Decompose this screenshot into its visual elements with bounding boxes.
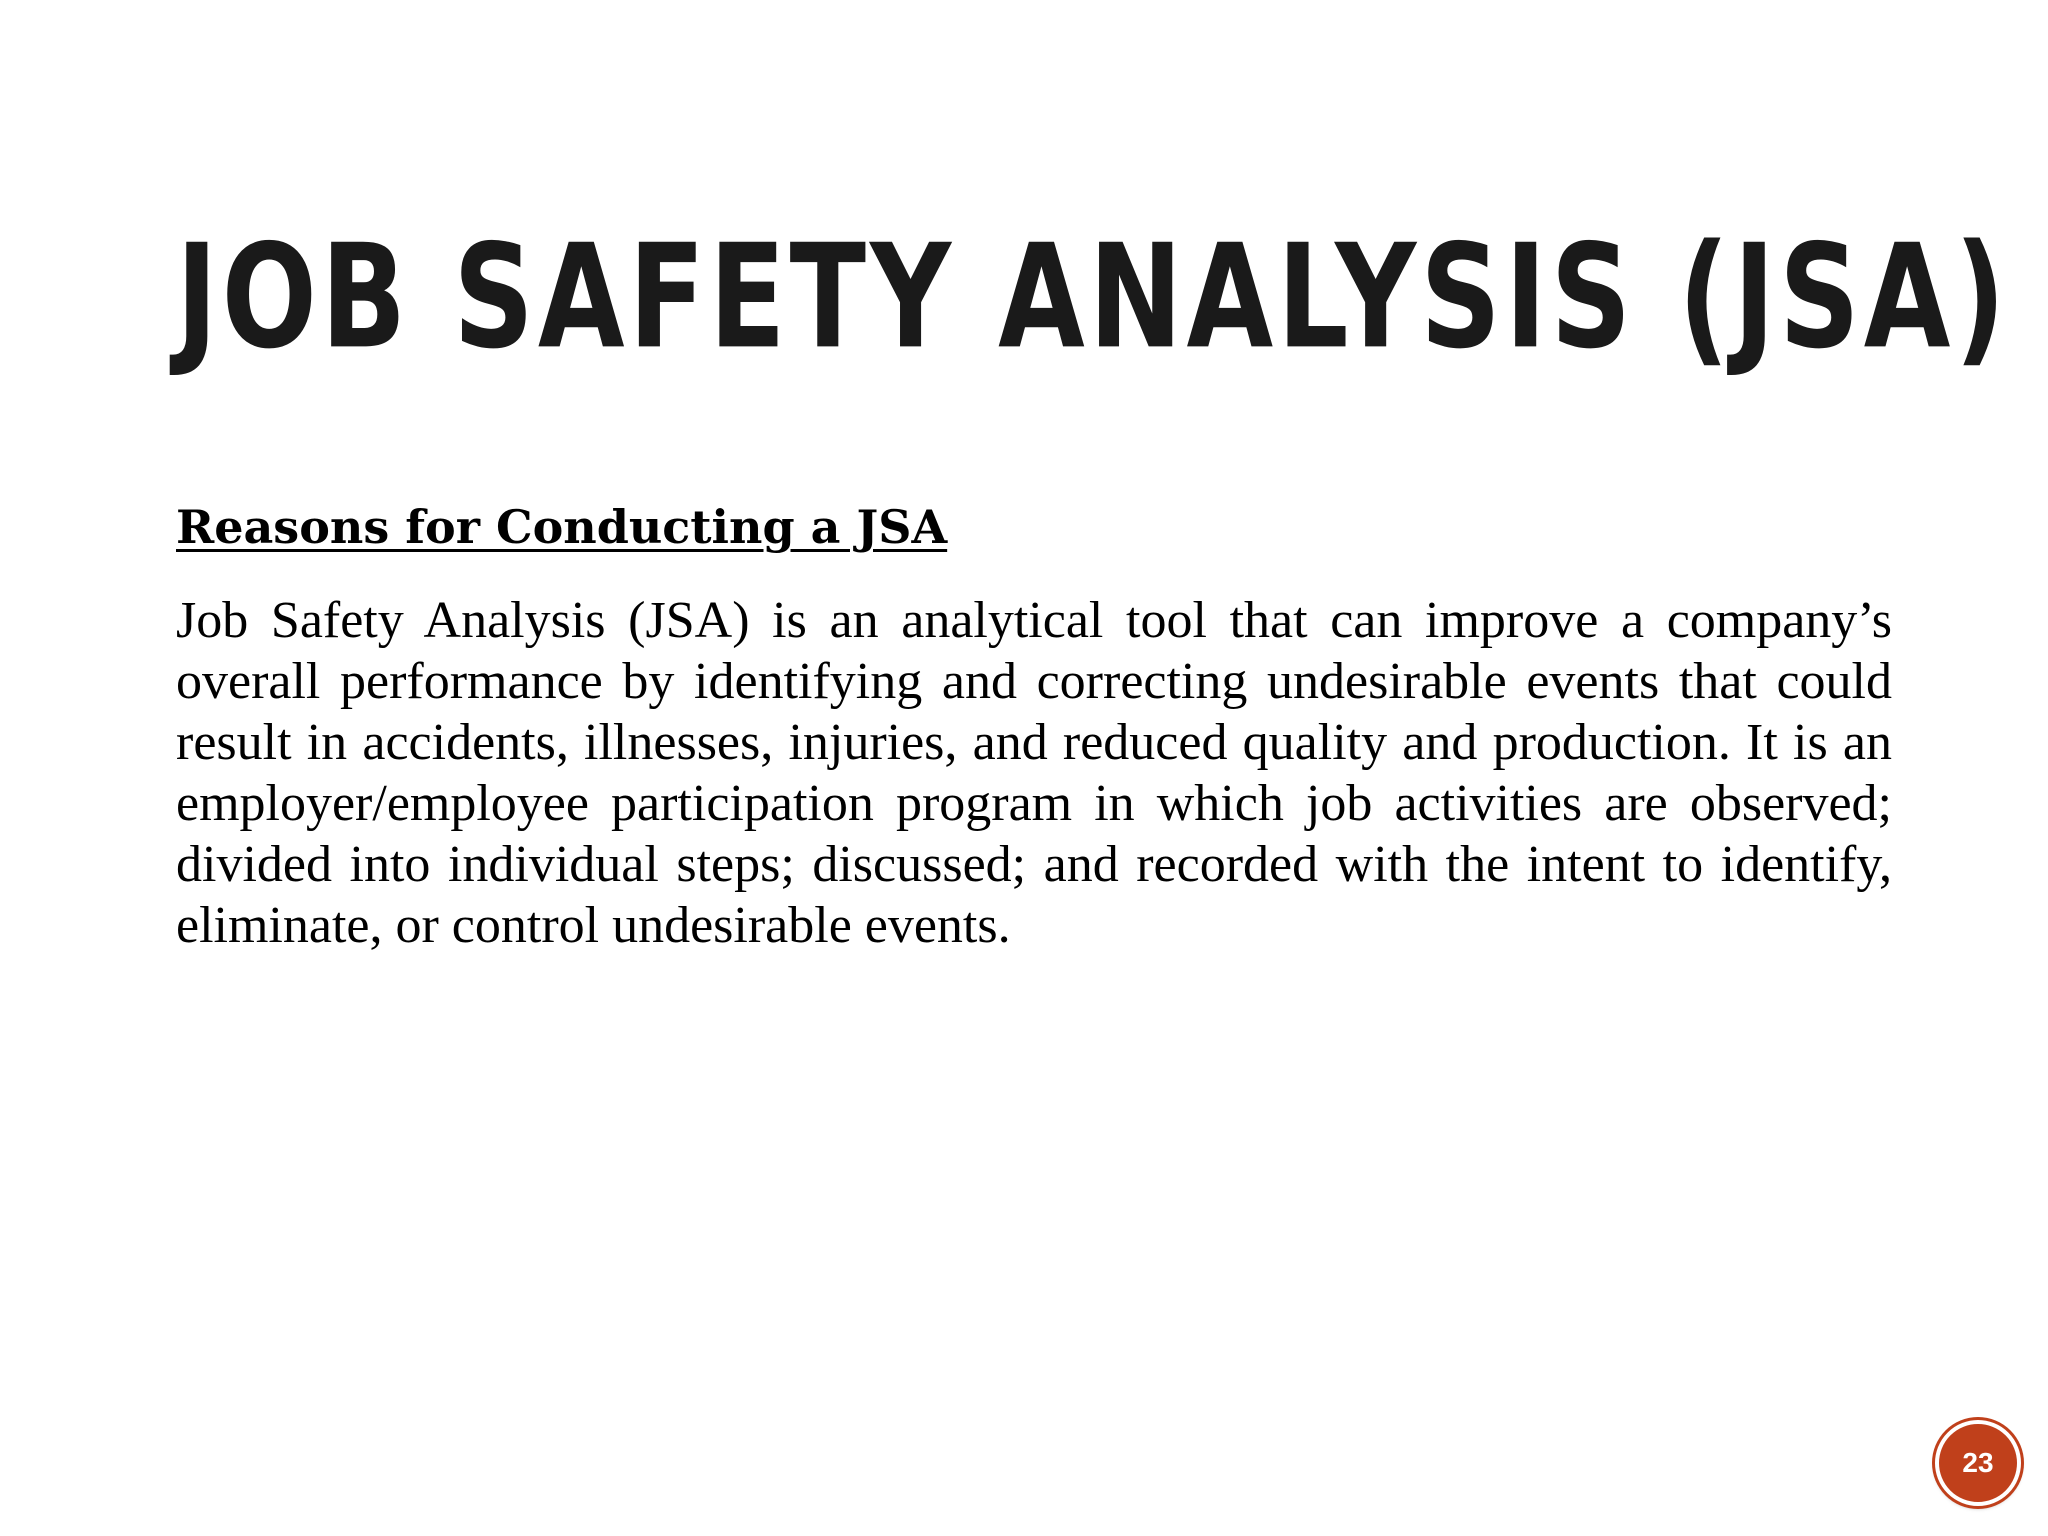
slide-title: JOB SAFETY ANALYSIS (JSA) [176, 214, 2010, 381]
page-number: 23 [1962, 1447, 1994, 1478]
body-paragraph: Job Safety Analysis (JSA) is an analytical tool that can improve a company’s overall performance by identifying and correcting undesirable events that could result in accidents, illnesses, injuries, and reduced quality and production. It is an employer/employee participation program in which job activities are observed; divided into individual steps; discussed; and recorded with the intent to identify, eliminate, or control undesirable events. [176, 592, 1892, 954]
section-heading: Reasons for Conducting a JSA [176, 500, 948, 554]
page-number-badge [1935, 1420, 2021, 1506]
